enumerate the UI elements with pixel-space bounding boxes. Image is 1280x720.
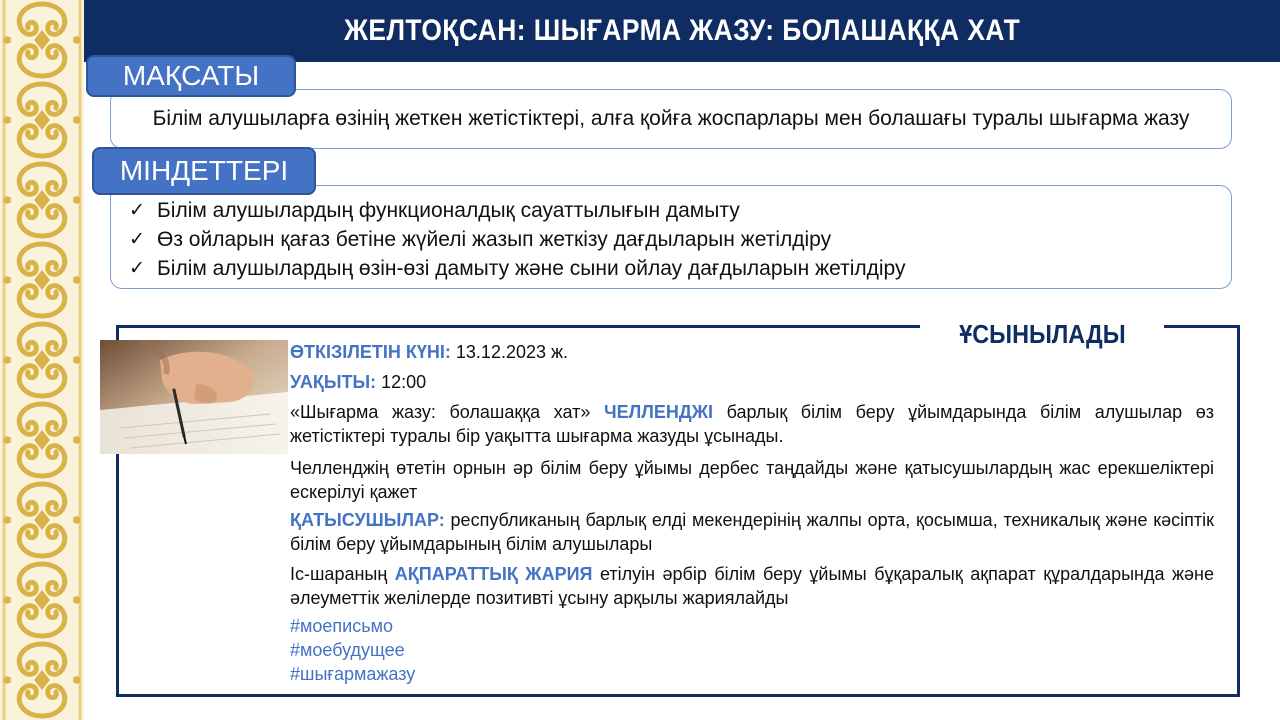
task-text: Білім алушылардың функционалдық сауаттылығын дамыту xyxy=(157,198,740,222)
page-title: ЖЕЛТОҚСАН: ШЫҒАРМА ЖАЗУ: БОЛАШАҚҚА ХАТ xyxy=(343,14,1021,47)
time-line xyxy=(290,370,1214,394)
tasks-tab-label: МІНДЕТТЕРІ xyxy=(119,155,289,186)
time-label: УАҚЫТЫ: xyxy=(290,372,377,392)
date-value: 13.12.2023 ж. xyxy=(455,342,569,362)
check-icon: ✓ xyxy=(129,258,145,279)
participants-label: ҚАТЫСУШЫЛАР: xyxy=(290,510,445,530)
goal-text: Білім алушыларға өзінің жеткен жетістіктері, алға қойға жоспарлары мен болашағы туралы шығарма жазу xyxy=(152,107,1190,130)
goal-tab-label: МАҚСАТЫ xyxy=(122,60,260,91)
tasks-tab xyxy=(92,147,316,195)
recommended-title-text: ҰСЫНЫЛАДЫ xyxy=(958,318,1126,349)
check-icon: ✓ xyxy=(129,200,145,221)
challenge-post: барлық білім беру ұйымдарында білім алушылар өз жетістіктері туралы бір уақытта шығарма жазуды ұсынады. xyxy=(290,402,1214,446)
task-item xyxy=(129,225,1231,254)
publicity-post: етілуін әрбір білім беру ұйымы бұқаралық ақпарат құралдарында және әлеуметтік желілерде позитивті ұсыну арқылы жариялайды xyxy=(290,564,1214,608)
challenge-highlight: ЧЕЛЛЕНДЖІ xyxy=(604,402,714,422)
task-text: Білім алушылардың өзін-өзі дамыту және сыни ойлау дағдыларын жетілдіру xyxy=(157,256,906,280)
publicity-paragraph xyxy=(290,562,1214,610)
time-value: 12:00 xyxy=(381,372,427,392)
hashtag: #шығармажазу xyxy=(290,664,416,684)
publicity-highlight: АҚПАРАТТЫҚ ЖАРИЯ xyxy=(394,564,593,584)
hashtag: #моеписьмо xyxy=(290,616,393,636)
challenge-pre: «Шығарма жазу: болашаққа хат» xyxy=(290,402,591,422)
goal-box xyxy=(110,89,1232,149)
recommended-content xyxy=(290,340,1214,686)
challenge-paragraph xyxy=(290,400,1214,448)
recommended-title xyxy=(920,316,1164,352)
task-item xyxy=(129,196,1231,225)
publicity-pre: Іс-шараның xyxy=(290,564,388,584)
date-label: ӨТКІЗІЛЕТІН КҮНІ: xyxy=(290,342,451,362)
venue-paragraph: Челленджің өтетін орнын әр білім беру ұйымы дербес таңдайды және қатысушылардың жас ерекшеліктері ескерілуі қажет xyxy=(290,458,1214,502)
hashtag: #моебудущее xyxy=(290,640,405,660)
kazakh-ornament-icon xyxy=(0,0,84,720)
goal-tab xyxy=(86,55,296,97)
hand-writing-photo xyxy=(100,340,288,454)
participants-text: республиканың барлық елді мекендерінің жалпы орта, қосымша, техникалық және кәсіптік білім беру ұйымдарының білім алушылары xyxy=(290,510,1214,554)
check-icon: ✓ xyxy=(129,229,145,250)
ornament-border xyxy=(0,0,84,720)
participants-paragraph xyxy=(290,508,1214,556)
tasks-box xyxy=(110,185,1232,289)
task-item xyxy=(129,254,1231,283)
title-bar xyxy=(84,0,1280,62)
task-text: Өз ойларын қағаз бетіне жүйелі жазып жеткізу дағдыларын жетілдіру xyxy=(157,227,832,251)
